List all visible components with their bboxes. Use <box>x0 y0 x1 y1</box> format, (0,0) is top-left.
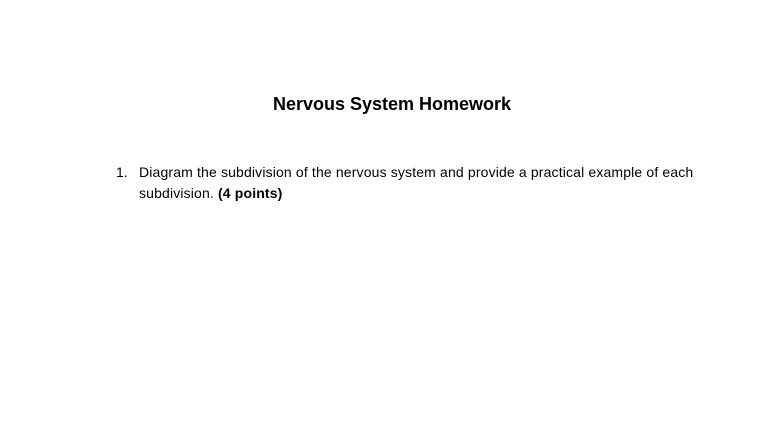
question-number: 1. <box>116 164 128 180</box>
page-title: Nervous System Homework <box>272 94 512 114</box>
question-text: Diagram the subdivision of the nervous system and provide a practical example of each subdivision. <box>139 164 694 201</box>
question-text-block <box>139 162 696 204</box>
question-item <box>116 162 696 204</box>
question-points: (4 points) <box>218 185 283 201</box>
